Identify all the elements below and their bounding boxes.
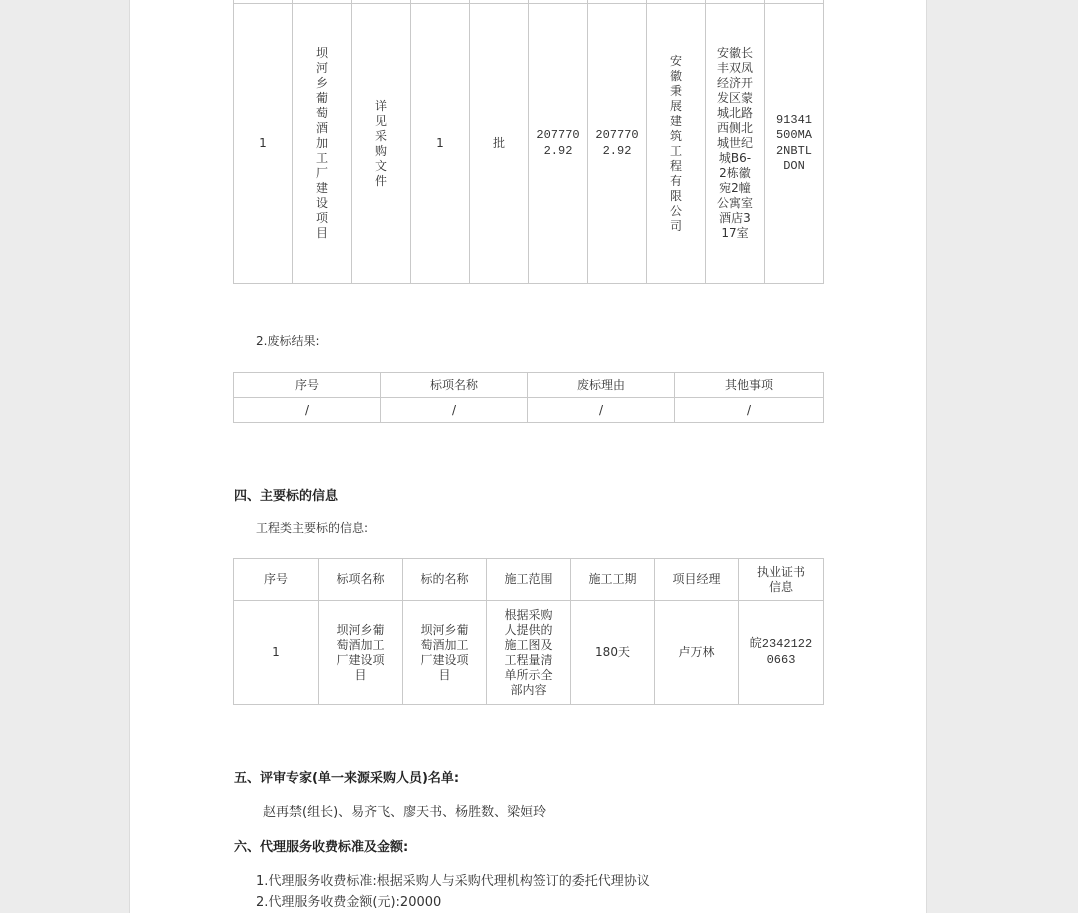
section-6-title: 六、代理服务收费标准及金额:: [234, 840, 409, 855]
winning-bid-table: [233, 0, 824, 284]
cell: /: [528, 398, 675, 423]
cell-cert: 皖23421220663: [749, 637, 813, 667]
cell-lot-name: 坝河乡葡萄酒加工厂建设项目: [336, 622, 385, 682]
cell-index: 1: [234, 601, 319, 705]
unit: 批: [470, 4, 529, 284]
failed-bid-label: 2.废标结果:: [256, 334, 320, 348]
header-cell: 标项名称: [381, 373, 528, 398]
cell-item-name: 坝河乡葡萄酒加工厂建设项目: [420, 622, 469, 682]
header-cell: 标项名称: [319, 559, 403, 601]
cell-period: 180天: [571, 601, 655, 705]
header-cell: 序号: [234, 373, 381, 398]
cell-manager: 卢万林: [655, 601, 739, 705]
header-cell: 废标理由: [528, 373, 675, 398]
supplier-name: 安徽秉展建筑工程有限公司: [669, 53, 682, 233]
table-row: [234, 601, 824, 705]
section-4-subtitle: 工程类主要标的信息:: [256, 521, 369, 535]
table-row: [234, 4, 824, 284]
cell: /: [675, 398, 824, 423]
project-name: 坝河乡葡萄酒加工厂建设项目: [315, 46, 328, 240]
document-page: [129, 0, 927, 913]
fee-amount: 2.代理服务收费金额(元):20000: [256, 895, 442, 910]
cell: /: [381, 398, 528, 423]
cell: /: [234, 398, 381, 423]
supplier-address: 安徽长丰双凤经济开发区蒙城北路西侧北城世纪城B6-2栋徽宛2幢公寓室酒店317室: [717, 46, 754, 240]
table-row: [234, 398, 824, 423]
spec: 详见采购文件: [374, 98, 387, 188]
header-cell: 其他事项: [675, 373, 824, 398]
row-index: 1: [234, 4, 293, 284]
failed-bid-table: [233, 372, 824, 423]
header-cell: 执业证书信息: [756, 564, 805, 594]
expert-names: 赵再禁(组长)、易齐飞、廖天书、杨胜数、梁姮玲: [263, 805, 547, 820]
cell-scope: 根据采购人提供的施工图及工程量清单所示全部内容: [504, 607, 553, 697]
header-cell: 标的名称: [403, 559, 487, 601]
quantity: 1: [411, 4, 470, 284]
section-5-title: 五、评审专家(单一来源采购人员)名单:: [234, 771, 460, 786]
fee-standard: 1.代理服务收费标准:根据采购人与采购代理机构签订的委托代理协议: [256, 874, 650, 889]
header-cell: 项目经理: [655, 559, 739, 601]
header-cell: 施工范围: [487, 559, 571, 601]
credit-code: 91341500MA2NBTLDON: [775, 112, 812, 173]
total-price: 2077702.92: [595, 128, 639, 158]
header-cell: 序号: [234, 559, 319, 601]
section-4-title: 四、主要标的信息: [234, 489, 339, 504]
main-items-table: [233, 558, 824, 705]
unit-price: 2077702.92: [536, 128, 580, 158]
header-cell: 施工工期: [571, 559, 655, 601]
